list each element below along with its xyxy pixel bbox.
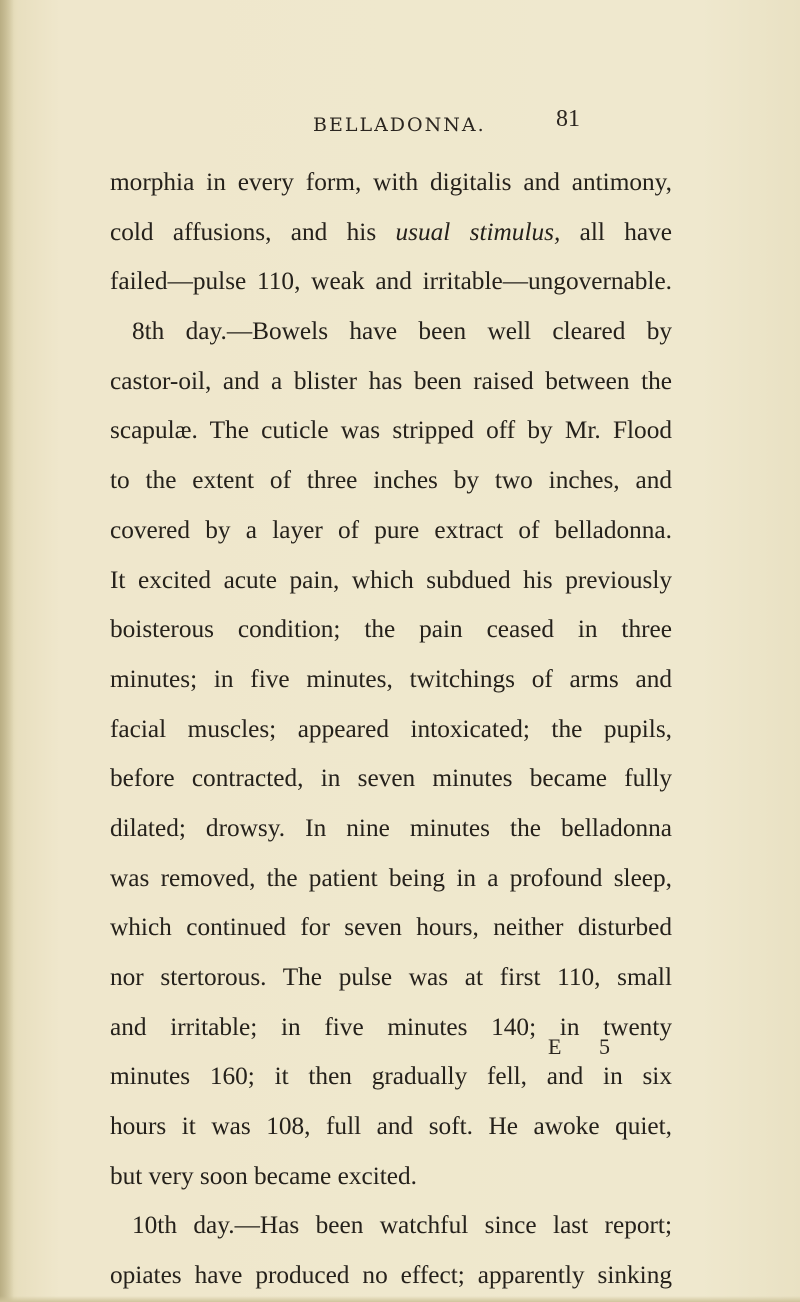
text-line-11: minutes; in five minutes, twitchings of arms and xyxy=(110,664,672,693)
text-line-4: 8th day.—Bowels have been well cleared by xyxy=(132,317,672,346)
text-line-1: morphia in every form, with digitalis and antimony, xyxy=(110,168,672,196)
text-line-22: 10th day.—Has been watchful since last report; xyxy=(132,1211,672,1240)
text-line-2: cold affusions, and his usual stimulus, all have xyxy=(110,217,672,246)
text-line-7: to the extent of three inches by two inches, and xyxy=(110,466,672,495)
text-line-10: boisterous condition; the pain ceased in three xyxy=(110,615,672,644)
text-line-20: hours it was 108, full and soft. He awoke quiet, xyxy=(110,1112,672,1141)
text-line-12: facial muscles; appeared intoxicated; the pupils, xyxy=(110,714,672,743)
signature-mark: E 5 xyxy=(548,1034,626,1059)
text-line-6: scapulæ. The cuticle was stripped off by Mr. Flood xyxy=(110,416,672,445)
text-line-5: castor-oil, and a blister has been raised between the xyxy=(110,366,672,395)
running-title: BELLADONNA. xyxy=(313,114,486,136)
text-line-17: nor stertorous. The pulse was at first 110, small xyxy=(110,963,672,991)
text-line-18: and irritable; in five minutes 140; in twenty xyxy=(110,1012,672,1041)
body-text xyxy=(110,158,672,1301)
text-line-23: opiates have produced no effect; apparently sinking xyxy=(110,1261,672,1290)
page-number: 81 xyxy=(556,106,580,132)
page-gutter-shadow xyxy=(0,0,14,1302)
text-line-16: which continued for seven hours, neither disturbed xyxy=(110,913,672,942)
text-line-3: failed—pulse 110, weak and irritable—ungovernable. xyxy=(110,267,672,296)
text-line-8: covered by a layer of pure extract of belladonna. xyxy=(110,515,672,544)
italic-phrase: usual stimulus, xyxy=(395,217,561,246)
running-head xyxy=(0,106,800,146)
text-line-15: was removed, the patient being in a profound sleep, xyxy=(110,863,672,892)
text-line-19: minutes 160; it then gradually fell, and in six xyxy=(110,1062,672,1091)
text-line-13: before contracted, in seven minutes became fully xyxy=(110,764,672,793)
page-bottom-edge xyxy=(0,1296,800,1302)
text-line-21: but very soon became excited. xyxy=(110,1161,417,1190)
text-line-9: It excited acute pain, which subdued his previously xyxy=(110,565,672,594)
text-line-14: dilated; drowsy. In nine minutes the belladonna xyxy=(110,813,672,842)
